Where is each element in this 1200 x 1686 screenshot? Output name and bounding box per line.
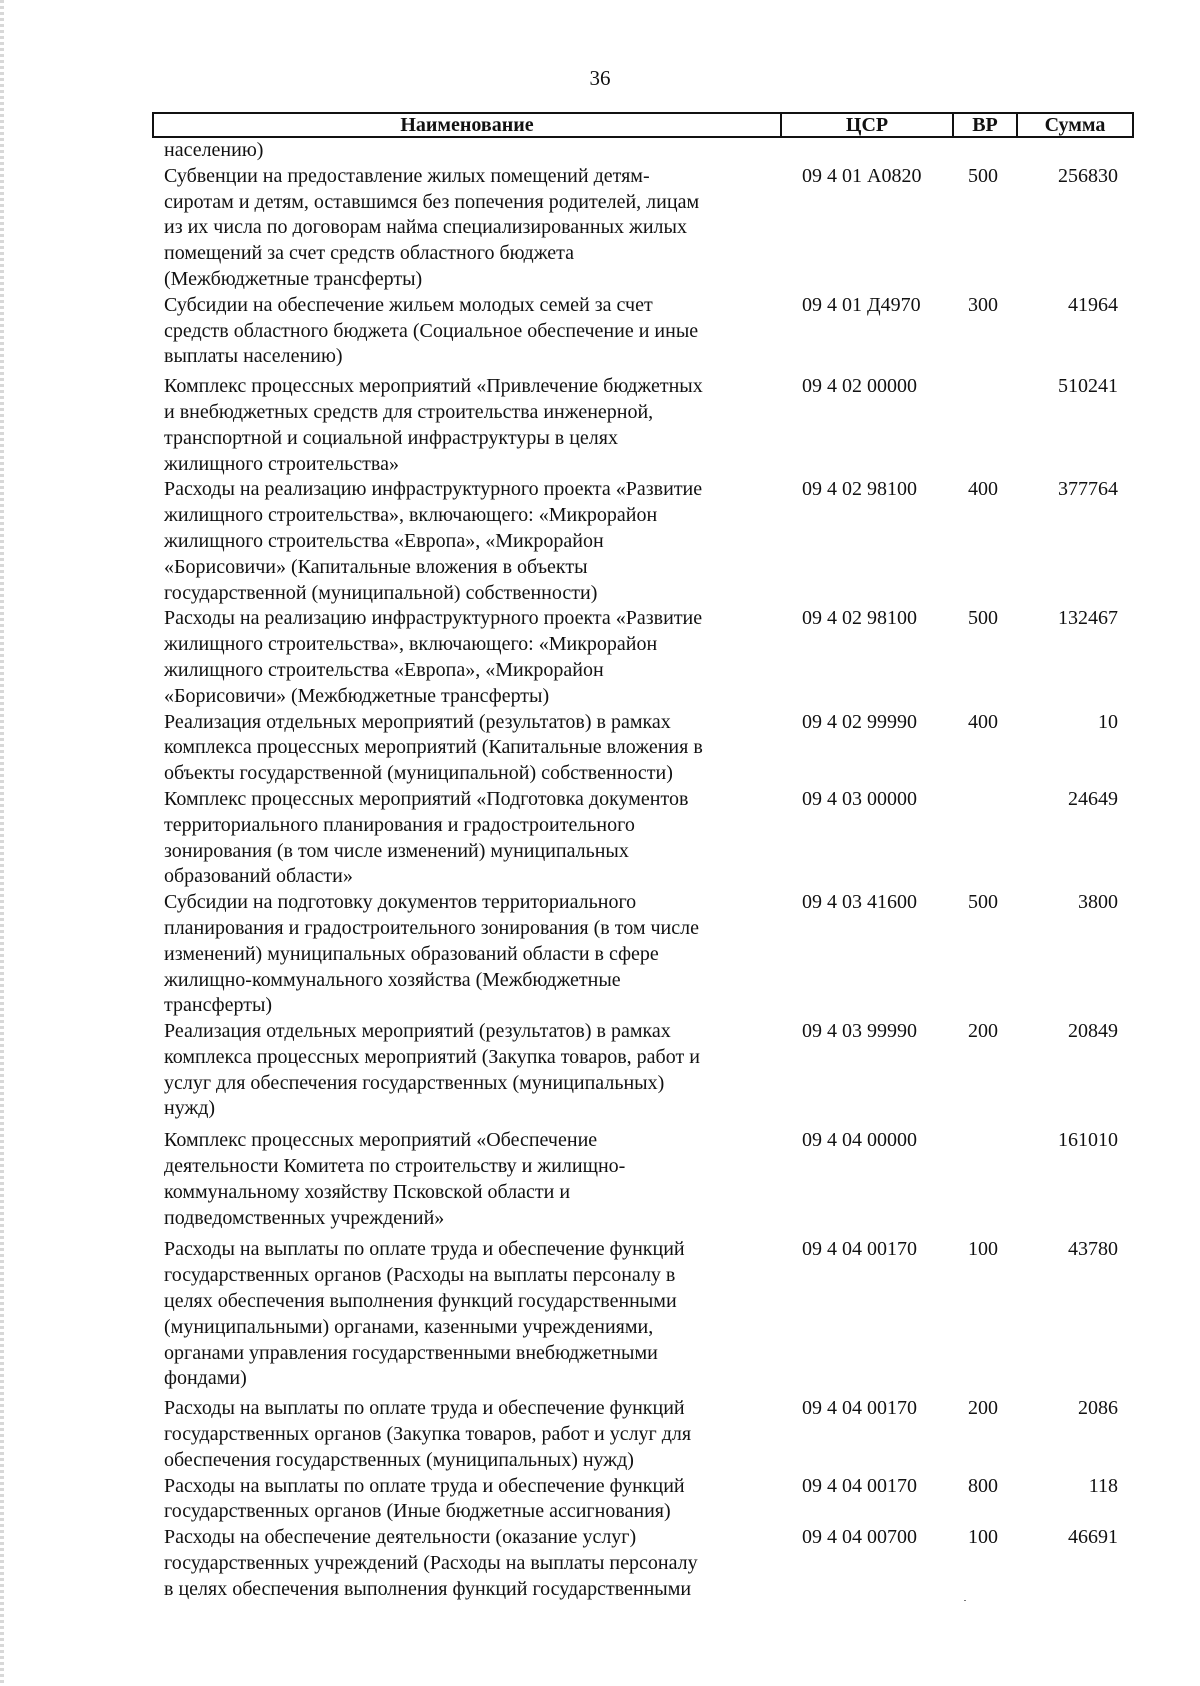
row-sum: 161010 [1058, 1129, 1118, 1152]
row-csr: 09 4 04 00170 [802, 1474, 917, 1497]
table-row [152, 138, 1134, 164]
row-name: Субсидии на подготовку документов территориального планирования и градостроительного зонирования (в том числе изменений) муниципальных образований области в сфере жилищно-коммунального хозяйства (Межбюджетные трансферты) [164, 891, 699, 1017]
row-name: Расходы на выплаты по оплате труда и обеспечение функций государственных органов (Иные бюджетные ассигнования) [164, 1474, 685, 1523]
table-body [152, 138, 1134, 1603]
scan-speck [964, 1600, 966, 1601]
table-row [152, 1525, 1134, 1602]
table-row [152, 1396, 1134, 1473]
table-row [152, 606, 1134, 709]
row-name: Субсидии на обеспечение жильем молодых семей за счет средств областного бюджета (Социальное обеспечение и иные выплаты населению) [164, 293, 699, 368]
row-vr: 500 [968, 164, 998, 187]
row-csr: 09 4 02 99990 [802, 710, 917, 733]
table-row [152, 1019, 1134, 1122]
row-csr: 09 4 04 00170 [802, 1238, 917, 1261]
header-csr: ЦСР [782, 114, 954, 136]
table-header [152, 112, 1134, 138]
row-name: Расходы на выплаты по оплате труда и обеспечение функций государственных органов (Закупка товаров, работ и услуг для обеспечения государственных (муниципальных) нужд) [164, 1397, 692, 1471]
row-vr: 100 [968, 1238, 998, 1261]
row-vr: 500 [968, 891, 998, 914]
row-sum: 510241 [1058, 375, 1118, 398]
row-name: Расходы на обеспечение деятельности (оказание услуг) государственных учреждений (Расходы на выплаты персоналу в целях обеспечения выполнения функций государственными [164, 1526, 698, 1600]
row-sum: 20849 [1068, 1020, 1118, 1043]
row-csr: 09 4 01 Д4970 [802, 293, 921, 316]
row-sum: 10 [1098, 710, 1118, 733]
row-vr: 800 [968, 1474, 998, 1497]
page-number: 36 [589, 66, 611, 90]
row-sum: 2086 [1078, 1397, 1118, 1420]
row-name: Расходы на реализацию инфраструктурного проекта «Развитие жилищного строительства», включающего: «Микрорайон жилищного строительства «Европа», «Микрорайон «Борисовичи» (Межбюджетные трансферты) [164, 607, 703, 707]
row-name: Реализация отдельных мероприятий (результатов) в рамках комплекса процессных мероприятий (Закупка товаров, работ и услуг для обеспечения государственных (муниципальных) нужд) [164, 1020, 700, 1120]
row-sum: 132467 [1058, 607, 1118, 630]
row-csr: 09 4 02 98100 [802, 607, 917, 630]
row-name: Реализация отдельных мероприятий (результатов) в рамках комплекса процессных мероприятий (Капитальные вложения в объекты государственной (муниципальной) собственности) [164, 710, 703, 785]
header-vr: ВР [954, 114, 1018, 136]
table-row [152, 1237, 1134, 1392]
row-csr: 09 4 04 00170 [802, 1397, 917, 1420]
header-name: Наименование [154, 114, 782, 136]
budget-table [152, 112, 1134, 1603]
scan-edge [0, 0, 4, 1686]
row-name: Субвенции на предоставление жилых помещений детям- сиротам и детям, оставшимся без попечения родителей, лицам из их числа по договорам найма специализированных жилых помещений за счет средств областного бюджета (Межбюджетные трансферты) [164, 164, 700, 290]
row-sum: 41964 [1068, 293, 1118, 316]
row-csr: 09 4 03 99990 [802, 1020, 917, 1043]
row-sum: 43780 [1068, 1238, 1118, 1261]
row-csr: 09 4 01 А0820 [802, 164, 922, 187]
row-vr: 400 [968, 478, 998, 501]
row-sum: 46691 [1068, 1526, 1118, 1549]
table-row [152, 710, 1134, 787]
row-csr: 09 4 04 00700 [802, 1526, 917, 1549]
table-row [152, 374, 1134, 477]
table-row [152, 293, 1134, 370]
row-sum: 24649 [1068, 787, 1118, 810]
table-row [152, 787, 1134, 890]
table-row [152, 164, 1134, 293]
table-row [152, 1128, 1134, 1231]
table-row [152, 477, 1134, 606]
row-csr: 09 4 04 00000 [802, 1129, 917, 1152]
row-csr: 09 4 02 98100 [802, 478, 917, 501]
row-vr: 200 [968, 1020, 998, 1043]
table-row [152, 1474, 1134, 1526]
table-row [152, 890, 1134, 1019]
row-name: населению) [164, 139, 264, 161]
row-name: Комплекс процессных мероприятий «Подготовка документов территориального планирования и градостроительного зонирования (в том числе изменений) муниципальных образований области» [164, 787, 689, 888]
row-vr: 300 [968, 293, 998, 316]
row-vr: 100 [968, 1526, 998, 1549]
row-vr: 500 [968, 607, 998, 630]
row-sum: 3800 [1078, 891, 1118, 914]
row-name: Расходы на реализацию инфраструктурного проекта «Развитие жилищного строительства», включающего: «Микрорайон жилищного строительства «Европа», «Микрорайон «Борисовичи» (Капитальные вложения в объекты государственной (муниципальной) собственности) [164, 478, 703, 604]
row-csr: 09 4 03 41600 [802, 891, 917, 914]
row-vr: 400 [968, 710, 998, 733]
row-sum: 377764 [1058, 478, 1118, 501]
row-name: Комплекс процессных мероприятий «Обеспечение деятельности Комитета по строительству и жилищно- коммунальному хозяйству Псковской области и подведомственных учреждений» [164, 1129, 626, 1229]
header-sum: Сумма [1044, 113, 1106, 136]
row-vr: 200 [968, 1397, 998, 1420]
row-sum: 256830 [1058, 164, 1118, 187]
row-name: Комплекс процессных мероприятий «Привлечение бюджетных и внебюджетных средств для строительства инженерной, транспортной и социальной инфраструктуры в целях жилищного строительства» [164, 375, 703, 475]
row-csr: 09 4 02 00000 [802, 375, 917, 398]
row-csr: 09 4 03 00000 [802, 787, 917, 810]
row-name: Расходы на выплаты по оплате труда и обеспечение функций государственных органов (Расходы на выплаты персоналу в целях обеспечения выполнения функций государственными (муниципальными) органами, казенными учреждениями, органами управления государственными внебюджетными фондами) [164, 1238, 685, 1390]
row-sum: 118 [1088, 1474, 1118, 1497]
